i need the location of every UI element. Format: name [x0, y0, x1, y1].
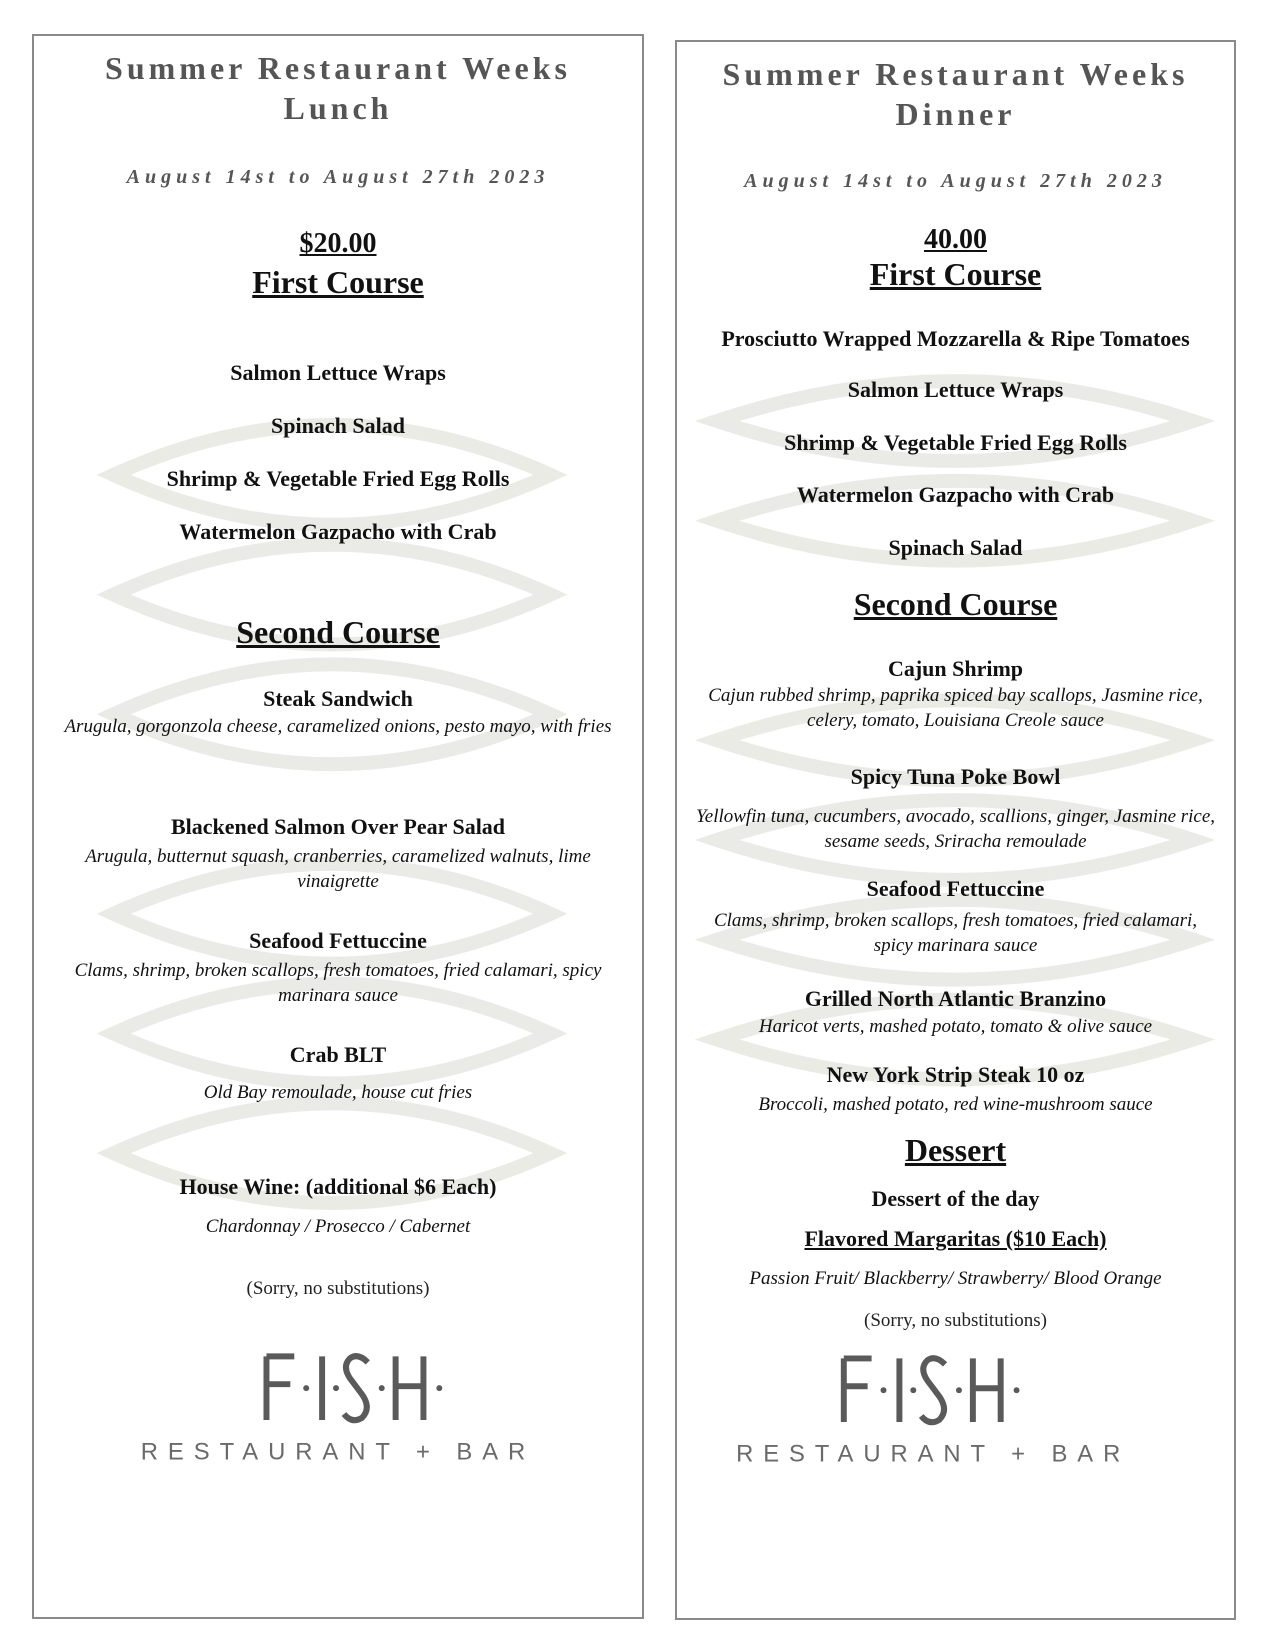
dinner-second-course-heading: Second Course: [853, 586, 1058, 622]
dinner-second-item-desc: Haricot verts, mashed potato, tomato & olive sauce: [758, 1016, 1153, 1037]
lunch-first-item: Watermelon Gazpacho with Crab: [179, 519, 497, 544]
fish-logo: [677, 1344, 1234, 1494]
lunch-second-item-name: Crab BLT: [289, 1042, 387, 1067]
dinner-date: August 14st to August 27th 2023: [744, 170, 1167, 192]
fish-wordmark-icon: [844, 1358, 1020, 1422]
dinner-first-item: Prosciutto Wrapped Mozzarella & Ripe Tomatoes: [721, 326, 1190, 351]
dinner-first-course-heading: First Course: [869, 256, 1042, 292]
lunch-wine-options: Chardonnay / Prosecco / Cabernet: [205, 1216, 471, 1237]
lunch-second-item-desc: Clams, shrimp, broken scallops, fresh tomatoes, fried calamari, spicy marinara sauce: [74, 960, 602, 1006]
dinner-margaritas-options: Passion Fruit/ Blackberry/ Strawberry/ Blood Orange: [749, 1268, 1162, 1289]
lunch-first-course-heading: First Course: [252, 264, 424, 300]
fish-wordmark-icon: [266, 1356, 442, 1420]
dinner-second-item-desc: Broccoli, mashed potato, red wine-mushroom sauce: [758, 1094, 1153, 1115]
lunch-second-item-desc: Arugula, gorgonzola cheese, caramelized onions, pesto mayo, with fries: [64, 716, 612, 737]
dinner-second-item-desc: Clams, shrimp, broken scallops, fresh tomatoes, fried calamari, spicy marinara sauce: [713, 910, 1198, 956]
dinner-second-item-name: Seafood Fettuccine: [866, 876, 1045, 901]
lunch-first-item: Spinach Salad: [271, 413, 405, 438]
fish-logo: [34, 1338, 642, 1488]
dinner-title-line1: Summer Restaurant Weeks: [722, 56, 1189, 92]
dinner-second-item-name: Grilled North Atlantic Branzino: [804, 986, 1107, 1011]
lunch-title-line2: Lunch: [283, 90, 393, 126]
dinner-second-item-name: Spicy Tuna Poke Bowl: [850, 764, 1061, 789]
dinner-title-line2: Dinner: [895, 96, 1016, 132]
dinner-second-item-desc: Yellowfin tuna, cucumbers, avocado, scallions, ginger, Jasmine rice, sesame seeds, Sriracha remoulade: [695, 806, 1216, 852]
lunch-wine-heading: House Wine: (additional $6 Each): [179, 1174, 497, 1199]
dinner-second-item-name: Cajun Shrimp: [887, 656, 1024, 681]
dinner-dessert-item: Dessert of the day: [871, 1186, 1040, 1211]
dinner-first-item: Salmon Lettuce Wraps: [847, 377, 1064, 402]
fish-tagline: RESTAURANT + BAR: [140, 1438, 536, 1466]
dinner-second-item-name: New York Strip Steak 10 oz: [826, 1062, 1085, 1087]
dinner-menu-panel: [675, 40, 1236, 1620]
lunch-second-item-desc: Old Bay remoulade, house cut fries: [203, 1082, 473, 1103]
dinner-dessert-heading: Dessert: [904, 1132, 1007, 1168]
dinner-price: 40.00: [924, 224, 987, 255]
lunch-second-item-name: Steak Sandwich: [263, 686, 413, 711]
dinner-first-item: Spinach Salad: [888, 535, 1023, 560]
dinner-second-item-desc: Cajun rubbed shrimp, paprika spiced bay scallops, Jasmine rice, celery, tomato, Louisiana Creole sauce: [708, 685, 1203, 731]
lunch-price: $20.00: [299, 228, 377, 259]
lunch-title-line1: Summer Restaurant Weeks: [105, 50, 571, 86]
lunch-second-item-desc: Arugula, butternut squash, cranberries, caramelized walnuts, lime vinaigrette: [85, 846, 591, 892]
lunch-second-item-name: Seafood Fettuccine: [249, 928, 427, 953]
lunch-date: August 14st to August 27th 2023: [126, 166, 550, 188]
lunch-note: (Sorry, no substitutions): [246, 1278, 430, 1299]
lunch-second-course-heading: Second Course: [236, 614, 440, 650]
dinner-note: (Sorry, no substitutions): [864, 1310, 1047, 1331]
lunch-first-item: Shrimp & Vegetable Fried Egg Rolls: [166, 466, 510, 491]
lunch-menu-panel: [32, 34, 644, 1619]
lunch-first-item: Salmon Lettuce Wraps: [230, 360, 446, 385]
fish-tagline: RESTAURANT + BAR: [736, 1440, 1131, 1468]
dinner-margaritas-heading: Flavored Margaritas ($10 Each): [804, 1226, 1107, 1251]
lunch-second-item-name: Blackened Salmon Over Pear Salad: [170, 814, 506, 839]
dinner-first-item: Watermelon Gazpacho with Crab: [796, 482, 1115, 507]
dinner-first-item: Shrimp & Vegetable Fried Egg Rolls: [784, 430, 1127, 455]
